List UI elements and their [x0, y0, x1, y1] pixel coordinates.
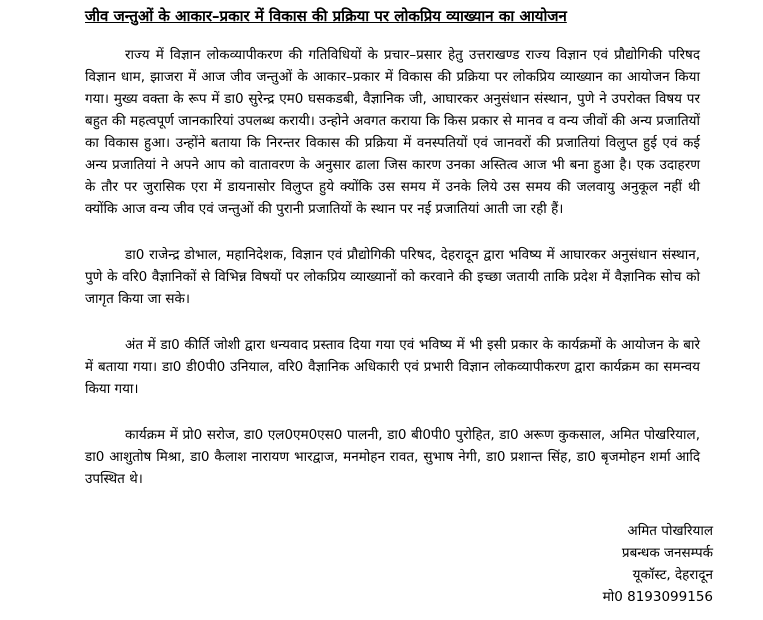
signatory-designation: प्रबन्धक जनसम्पर्क [621, 545, 713, 561]
page-title: जीव जन्तुओं के आकार–प्रकार में विकास की प्रक्रिया पर लोकप्रिय व्याख्यान का आयोजन [85, 7, 567, 25]
paragraph-lecture-details: राज्य में विज्ञान लोकव्यापीकरण की गतिविधियों के प्रचार–प्रसार हेतु उत्तराखण्ड राज्य विज्ञान एवं प्रौद्योगिकी परिषद विज्ञान धाम, झाजरा में आज जीव जन्तुओं के आकार–प्रकार में विकास की प्रक्रिया पर लोकप्रिय व्याख्यान का आयोजन किया गया। मुख्य वक्ता के रूप में डा0 सुरेन्द्र एम0 घसकडबी, वैज्ञानिक जी, आघारकर अनुसंधान संस्थान, पुणे ने उपरोक्त विषय पर बहुत की महत्वपूर्ण जानकारियां उपलब्ध करायी। उन्होने अवगत कराया कि किस प्रकार से मानव व वन्य जीवों की अन्य प्रजातियों का विकास हुआ। उन्होंने बताया कि निरन्तर विकास की प्रक्रिया में वनस्पतियों एवं जानवरों की प्रजातियां विलुप्त हुई एवं कई अन्य प्रजातियां ने अपने आप को वातावरण के अनुसार ढाला जिस कारण उनका अस्तित्व आज भी बना हुआ है। एक उदाहरण के तौर पर जुरासिक एरा में डायनासोर विलुप्त हुये क्योंकि उस समय में उनके लिये उस समय की जलवायु अनुकूल नहीं थी क्योंकि आज वन्य जीव एवं जन्तुओं की पुरानी प्रजातियों के स्थान पर नई प्रजातियां आती जा रही हैं। [85, 47, 700, 217]
signatory-organization: यूकॉस्ट, देहरादून [632, 567, 713, 583]
signature-block [603, 520, 713, 608]
signatory-mobile: मो0 8193099156 [602, 589, 713, 605]
press-release-body [85, 44, 700, 514]
paragraph-attendees: कार्यक्रम में प्रो0 सरोज, डा0 एल0एम0एस0 पालनी, डा0 बी0पी0 पुरोहित, डा0 अरूण कुकसाल, अमित पोखरियाल, डा0 आशुतोष मिश्रा, डा0 कैलाश नारायण भारद्वाज, मनमोहन रावत, सुभाष नेगी, डा0 प्रशान्त सिंह, डा0 बृजमोहन शर्मा आदि उपस्थित थे। [85, 427, 700, 487]
signatory-name: अमित पोखरियाल [627, 523, 713, 539]
paragraph-vote-of-thanks: अंत में डा0 कीर्ति जोशी द्वारा धन्यवाद प्रस्ताव दिया गया एवं भविष्य में भी इसी प्रकार के कार्यक्रमों के आयोजन के बारे में बताया गया। डा0 डी0पी0 उनियाल, वरि0 वैज्ञानिक अधिकारी एवं प्रभारी विज्ञान लोकव्यापीकरण द्वारा कार्यक्रम का समन्वय किया गया। [85, 337, 700, 397]
paragraph-director-statement: डा0 राजेन्द्र डोभाल, महानिदेशक, विज्ञान एवं प्रौद्योगिकी परिषद, देहरादून द्वारा भविष्य में आघारकर अनुसंधान संस्थान, पुणे के वरि0 वैज्ञानिकों से विभिन्न विषयों पर लोकप्रिय व्याख्यानों को करवाने की इच्छा जतायी ताकि प्रदेश में वैज्ञानिक सोच को जागृत किया जा सके। [85, 247, 700, 307]
